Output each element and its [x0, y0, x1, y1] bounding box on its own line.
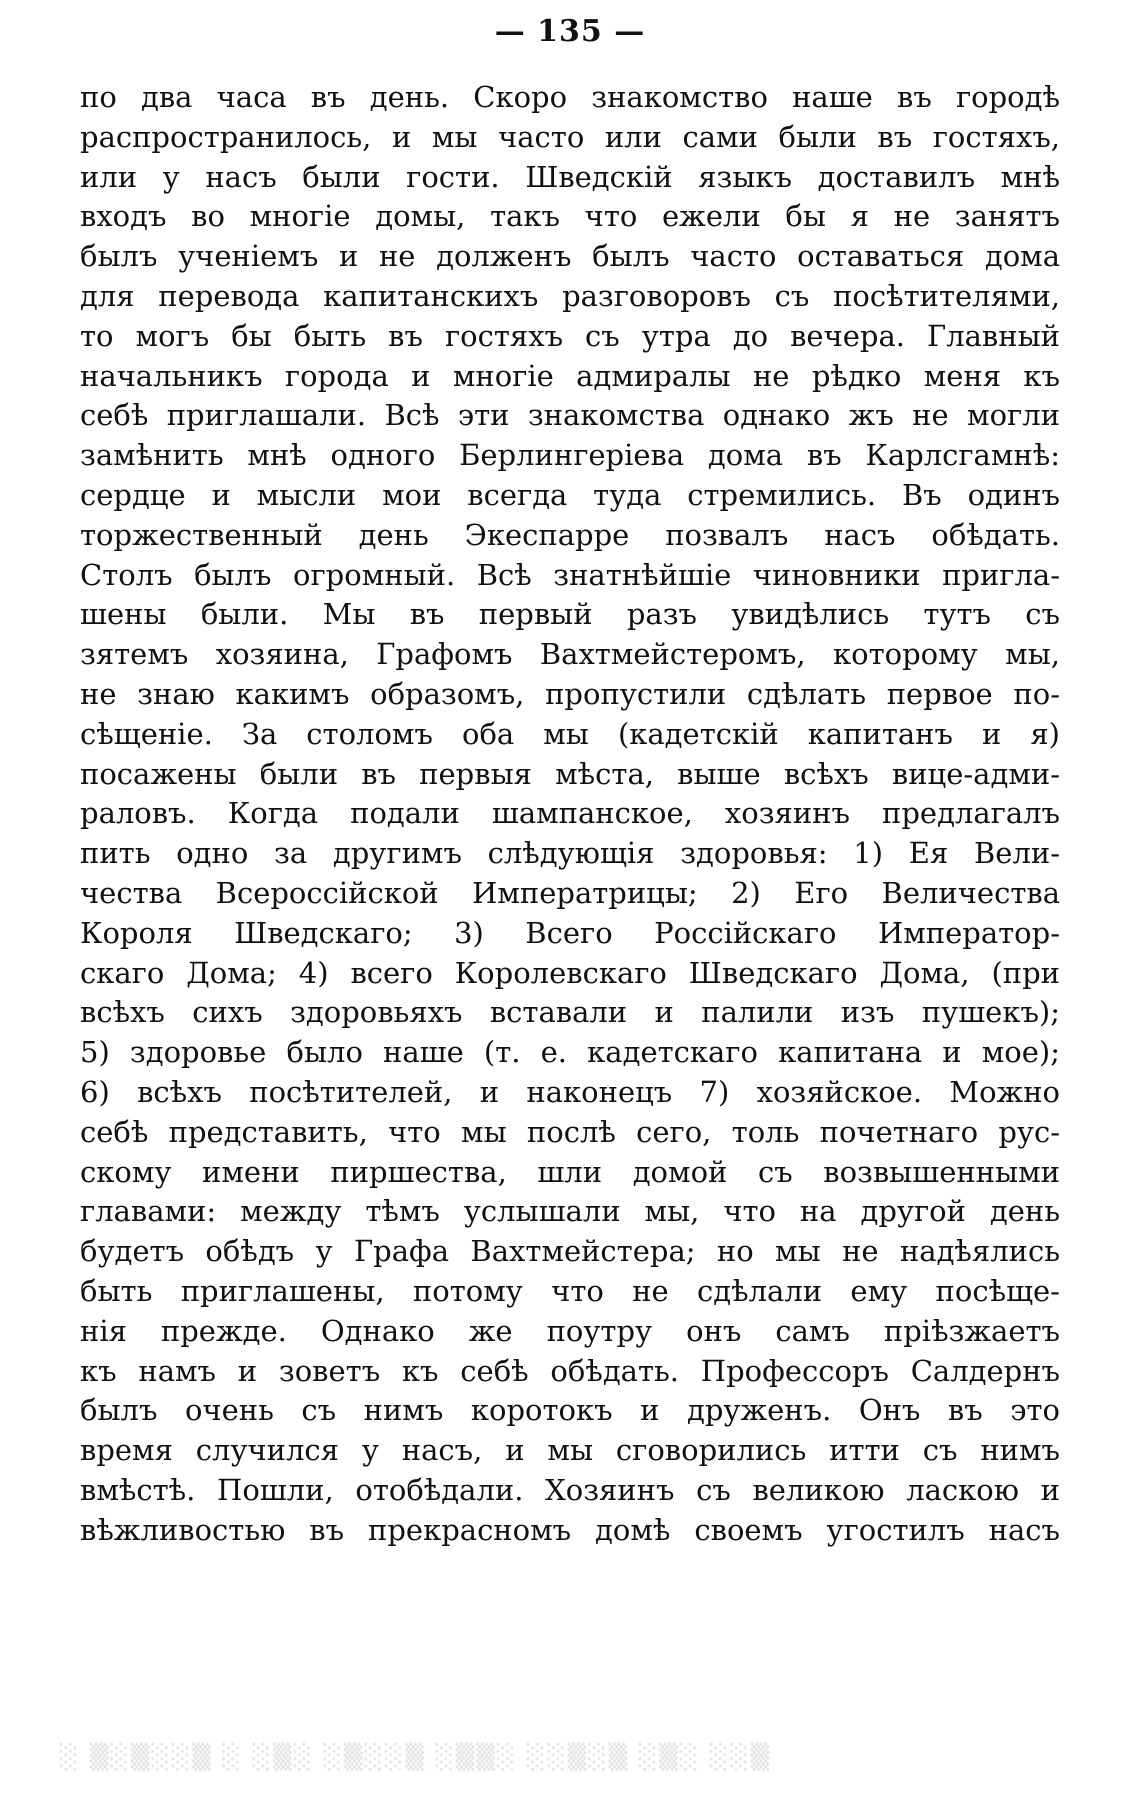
text-line: нія прежде. Однако же поутру онъ самъ пріѣзжаетъ — [80, 1313, 1060, 1348]
text-line: вѣжливостью въ прекрасномъ домѣ своемъ угостилъ насъ — [80, 1512, 1060, 1547]
body-text — [80, 78, 1060, 1550]
text-line: сѣщеніе. За столомъ оба мы (кадетскій капитанъ и я) — [80, 716, 1060, 751]
text-line: посажены были въ первыя мѣста, выше всѣхъ вице-адми- — [80, 756, 1060, 791]
text-line: будетъ обѣдъ у Графа Вахтмейстера; но мы не надѣялись — [80, 1234, 1060, 1269]
text-line: или у насъ были гости. Шведскій языкъ доставилъ мнѣ — [80, 159, 1060, 194]
text-line: себѣ представить, что мы послѣ сего, толь почетнаго рус- — [80, 1114, 1060, 1149]
text-line: главами: между тѣмъ услышали мы, что на другой день — [80, 1194, 1060, 1229]
text-line: не знаю какимъ образомъ, пропустили сдѣлать первое по- — [80, 676, 1060, 711]
text-line: входъ во многіе домы, такъ что ежели бы я не занятъ — [80, 199, 1060, 234]
text-line: сердце и мысли мои всегда туда стремились. Въ одинъ — [80, 477, 1060, 512]
text-line: раловъ. Когда подали шампанское, хозяинъ предлагалъ — [80, 796, 1060, 831]
text-line: шены были. Мы въ первый разъ увидѣлись тутъ съ — [80, 597, 1060, 632]
page-number: — 135 — — [494, 14, 646, 49]
text-line: всѣхъ сихъ здоровьяхъ вставали и палили изъ пушекъ); — [80, 995, 1060, 1030]
text-line: пить одно за другимъ слѣдующія здоровья: 1) Ея Вели- — [80, 836, 1060, 871]
text-line: зятемъ хозяина, Графомъ Вахтмейстеромъ, которому мы, — [80, 637, 1060, 672]
text-line: 5) здоровье было наше (т. е. кадетскаго капитана и мое); — [80, 1035, 1060, 1070]
text-line: время случился у насъ, и мы сговорились итти съ нимъ — [80, 1433, 1060, 1468]
text-line: къ намъ и зоветъ къ себѣ обѣдать. Профессоръ Салдернъ — [80, 1353, 1060, 1388]
text-line: распространилось, и мы часто или сами были въ гостяхъ, — [80, 119, 1060, 154]
text-line: скаго Дома; 4) всего Королевскаго Шведскаго Дома, (при — [80, 955, 1060, 990]
text-line: 6) всѣхъ посѣтителей, и наконецъ 7) хозяйское. Можно — [80, 1074, 1060, 1109]
text-line: то могъ бы быть въ гостяхъ съ утра до вечера. Главный — [80, 318, 1060, 353]
text-line: замѣнить мнѣ одного Берлингеріева дома въ Карлсгамнѣ: — [80, 438, 1060, 473]
text-line: себѣ приглашали. Всѣ эти знакомства однако жъ не могли — [80, 398, 1060, 433]
text-line: для перевода капитанскихъ разговоровъ съ посѣтителями, — [80, 278, 1060, 313]
show-through-smudge: ░ ▒░▒░░▒ ░ ░▒░ ░▒░░▒ ░▒▒░ ░░▒░▒ ░▒░ ░░▒ — [60, 1743, 772, 1771]
text-line: былъ ученіемъ и не долженъ былъ часто оставаться дома — [80, 239, 1060, 274]
text-line: торжественный день Экеспарре позвалъ насъ обѣдать. — [80, 517, 1060, 552]
text-line: былъ очень съ нимъ коротокъ и друженъ. Онъ въ это — [80, 1393, 1060, 1428]
text-line: быть приглашены, потому что не сдѣлали ему посѣще- — [80, 1273, 1060, 1308]
text-line: Короля Шведскаго; 3) Всего Россійскаго Император- — [80, 915, 1060, 950]
text-line: чества Всероссійской Императрицы; 2) Его Величества — [80, 875, 1060, 910]
text-line: вмѣстѣ. Пошли, отобѣдали. Хозяинъ съ великою ласкою и — [80, 1472, 1060, 1507]
text-line: скому имени пиршества, шли домой съ возвышенными — [80, 1154, 1060, 1189]
text-line: начальникъ города и многіе адмиралы не рѣдко меня къ — [80, 358, 1060, 393]
text-line: Столъ былъ огромный. Всѣ знатнѣйшіе чиновники пригла- — [80, 557, 1060, 592]
text-line: по два часа въ день. Скоро знакомство наше въ городѣ — [80, 80, 1060, 114]
